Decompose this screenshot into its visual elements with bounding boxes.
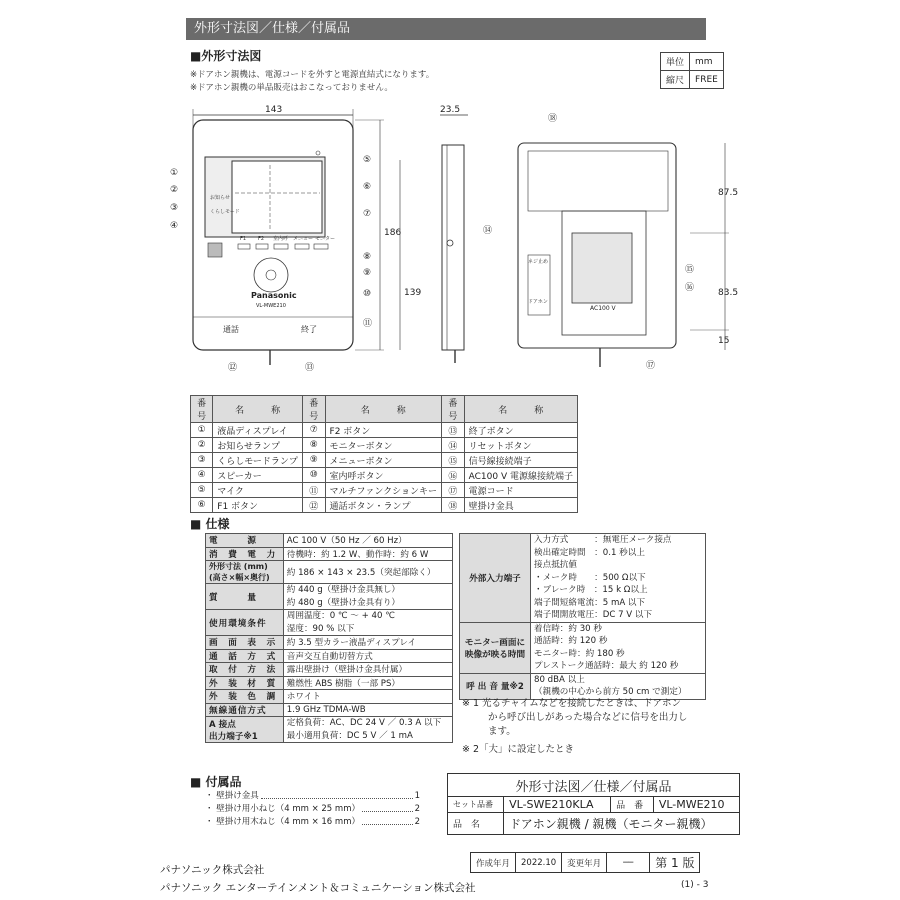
scale-label: 縮尺 [661, 71, 690, 89]
callout-9: ⑨ [363, 268, 372, 278]
table-row [206, 676, 453, 690]
spec-value: 約 480 g（壁掛け金具有り） [286, 597, 401, 608]
dims-section-title: ■外形寸法図 [190, 49, 262, 63]
part-name: 室内呼ボタン [325, 468, 441, 483]
spec-value: ホワイト [283, 690, 452, 704]
spec-table-right [459, 533, 706, 700]
spec-value: （親機の中心から前方 50 cm で測定） [534, 687, 687, 697]
page-banner: 外形寸法図／仕様／付属品 [186, 18, 706, 40]
set-label: セット品番 [448, 797, 504, 813]
part-name: マルチファンクションキー [325, 483, 441, 498]
table-row [206, 703, 453, 717]
table-row [191, 423, 578, 438]
callout-16: ⑯ [685, 283, 695, 293]
spec-value: 接点抵抗値 [534, 560, 577, 570]
changed-value: ── [607, 853, 650, 873]
changed-label: 変更年月 [562, 853, 607, 873]
created-label: 作成年月 [471, 853, 516, 873]
dims-note-2: ※ドアホン親機の単品販売はおこなっておりません。 [190, 83, 393, 93]
front-brand: Panasonic [251, 291, 297, 300]
spec-value: 約 186 × 143 × 23.5（突起部除く） [283, 561, 452, 584]
part-number: ⑱ [442, 498, 465, 513]
key-label-room-call: 室内呼 [273, 236, 289, 242]
part-name: 壁掛け金具 [464, 498, 577, 513]
screen-note-2: くらしモード [210, 209, 240, 215]
spec-value: 湿度：90 % 以下 [286, 623, 355, 634]
part-name: AC100 V 電源線接続端子 [464, 468, 577, 483]
spec-value: プレストーク通話時：最大 約 120 秒 [534, 661, 679, 671]
part-name: メニューボタン [325, 453, 441, 468]
spec-value: 約 440 g（壁掛け金具無し） [286, 585, 401, 595]
table-row [206, 610, 453, 636]
footnote-1-line-2: から呼び出しがあった場合などに信号を出力し [488, 712, 688, 723]
callout-17: ⑰ [646, 361, 656, 371]
part-name: お知らせランプ [213, 438, 303, 453]
dims-note-1: ※ドアホン親機は、電源コードを外すと電源直結式になります。 [190, 70, 435, 80]
callout-13: ⑬ [305, 363, 315, 373]
company-name-2: パナソニック エンターテインメント＆コミュニケーション株式会社 [160, 882, 476, 894]
spec-value: 周囲温度：0 ℃ ～ + 40 ℃ [286, 611, 395, 621]
call-button-label: 通話 [223, 325, 239, 334]
table-row [191, 468, 578, 483]
end-button-label: 終了 [301, 325, 317, 334]
name-value: ドアホン親機 / 親機（モニター親機） [504, 813, 740, 835]
footnote-1-line-3: ます。 [488, 726, 516, 737]
created-value: 2022.10 [516, 853, 562, 873]
spec-section-title: ■ 仕様 [190, 517, 230, 531]
spec-label: 使用環境条件 [206, 610, 284, 636]
spec-value: AC 100 V（50 Hz ／ 60 Hz） [283, 534, 452, 548]
part-name: 通話ボタン・ランプ [325, 498, 441, 513]
part-name: リセットボタン [464, 438, 577, 453]
spec-value: 約 3.5 型カラー液晶ディスプレイ [283, 636, 452, 650]
table-row [191, 438, 578, 453]
spec-label: 取 付 方 法 [206, 663, 284, 677]
part-label: 品 番 [611, 797, 654, 813]
edition: 第 1 版 [650, 853, 700, 873]
spec-value: 音声交互自動切替方式 [283, 649, 452, 663]
spec-value: 入力方式 ：無電圧メーク接点 [534, 535, 672, 545]
table-row [206, 649, 453, 663]
part-name: 終了ボタン [464, 423, 577, 438]
part-name: F2 ボタン [325, 423, 441, 438]
callout-2: ② [170, 185, 179, 195]
spec-value: 端子間開放電圧：DC 7 V 以下 [534, 610, 653, 620]
spec-label: 通 話 方 式 [206, 649, 284, 663]
callout-8: ⑧ [363, 252, 372, 262]
spec-value: 80 dBA 以上 [534, 674, 585, 685]
spec-table-left [205, 533, 453, 743]
revision-block [470, 852, 700, 873]
part-number: ⑮ [442, 453, 465, 468]
depth-dimension: 23.5 [440, 105, 461, 115]
spec-value: 最小適用負荷：DC 5 V ／ 1 mA [286, 730, 413, 741]
part-number: ⑨ [302, 453, 325, 468]
callout-6: ⑥ [363, 182, 372, 192]
parts-table [190, 395, 578, 513]
part-value: VL-MWE210 [653, 797, 739, 813]
part-number: ⑭ [442, 438, 465, 453]
accessory-name: ・ 壁掛け用木ねじ（4 mm × 16 mm） [205, 817, 360, 827]
spec-value: ・ブレーク時 ：15 k Ω以上 [534, 585, 648, 595]
list-item [205, 790, 420, 803]
spec-value: 端子間短絡電流：5 mA 以下 [534, 597, 646, 608]
callout-18: ⑱ [548, 114, 558, 124]
spec-label: モニター画面に 映像が映る時間 [460, 622, 531, 673]
inner-height-dimension: 139 [404, 288, 422, 298]
table-row [206, 534, 453, 548]
width-dimension: 143 [265, 105, 283, 115]
callout-10: ⑩ [363, 289, 372, 299]
spec-value: モニター時：約 180 秒 [534, 648, 625, 659]
part-name: スピーカー [213, 468, 303, 483]
list-item [205, 803, 420, 816]
part-number: ⑧ [302, 438, 325, 453]
accessories-title: ■ 付属品 [190, 775, 242, 789]
back-dim-mid: 83.5 [718, 288, 739, 298]
table-row [206, 561, 453, 584]
spec-value: 難燃性 ABS 樹脂（一部 PS） [283, 676, 452, 690]
table-row [206, 690, 453, 704]
back-text-screw: ネジ止め [528, 259, 549, 265]
company-name-1: パナソニック株式会社 [160, 864, 265, 876]
part-name: マイク [213, 483, 303, 498]
part-name: F1 ボタン [213, 498, 303, 513]
table-row [206, 717, 453, 743]
footnote-1-line-1: ※ 1 光るチャイムなどを接続したときは、ドアホン [462, 698, 681, 709]
callout-5: ⑤ [363, 155, 372, 165]
callout-14: ⑭ [483, 226, 493, 236]
spec-value: 露出壁掛け（壁掛け金具付属） [283, 663, 452, 677]
part-number: ③ [191, 453, 213, 468]
table-row [206, 663, 453, 677]
callout-15: ⑮ [685, 265, 695, 275]
part-number: ⑤ [191, 483, 213, 498]
unit-value: mm [690, 53, 724, 71]
parts-header-name: 名 称 [213, 396, 303, 423]
accessory-name: ・ 壁掛け金具 [205, 791, 259, 801]
table-row [206, 547, 453, 561]
table-row [191, 483, 578, 498]
title-block-heading: 外形寸法図／仕様／付属品 [448, 774, 740, 797]
key-label-f2: F2 [258, 236, 265, 242]
accessory-name: ・ 壁掛け用小ねじ（4 mm × 25 mm） [205, 804, 360, 814]
spec-label: 外 装 色 調 [206, 690, 284, 704]
spec-label: 外 装 材 質 [206, 676, 284, 690]
callout-7: ⑦ [363, 209, 372, 219]
set-value: VL-SWE210KLA [504, 797, 611, 813]
spec-label: 外部入力端子 [460, 534, 531, 623]
scale-value: FREE [690, 71, 724, 89]
table-row [460, 673, 706, 699]
spec-label: 電 源 [206, 534, 284, 548]
list-item [205, 816, 420, 829]
unit-scale-box [660, 52, 724, 89]
spec-label: 呼 出 音 量※2 [460, 673, 531, 699]
spec-value: 検出確定時間 ：0.1 秒以上 [534, 547, 645, 558]
callout-11: ⑪ [363, 319, 373, 329]
part-number: ① [191, 423, 213, 438]
part-number: ⑬ [442, 423, 465, 438]
title-block [447, 773, 740, 835]
part-number: ⑰ [442, 483, 465, 498]
part-name: 信号線接続端子 [464, 453, 577, 468]
spec-label: 質 量 [206, 584, 284, 610]
table-row [191, 498, 578, 513]
key-label-f1: F1 [240, 236, 247, 242]
callout-1: ① [170, 168, 179, 178]
spec-value: 待機時：約 1.2 W、動作時：約 6 W [283, 547, 452, 561]
front-model: VL-MWE210 [256, 303, 286, 309]
accessories-list [205, 790, 420, 829]
table-row [460, 534, 706, 623]
part-number: ⑪ [302, 483, 325, 498]
table-row [206, 584, 453, 610]
key-label-monitor: モニター [315, 236, 336, 242]
spec-footnotes [462, 697, 687, 757]
part-name: 液晶ディスプレイ [213, 423, 303, 438]
screen-note-1: お知らせ [210, 195, 230, 201]
parts-header-name: 名 称 [325, 396, 441, 423]
parts-header-name: 名 称 [464, 396, 577, 423]
part-name: くらしモードランプ [213, 453, 303, 468]
spec-label: 無線通信方式 [206, 703, 284, 717]
accessory-qty: 1 [414, 791, 420, 801]
spec-label: 外形寸法 (mm) (高さ×幅×奥行) [206, 561, 284, 584]
callout-12: ⑫ [228, 363, 238, 373]
side-view-body [442, 145, 464, 350]
spec-value: 着信時：約 30 秒 [534, 623, 602, 634]
unit-label: 単位 [661, 53, 690, 71]
parts-header-no: 番号 [191, 396, 213, 423]
part-number: ⑫ [302, 498, 325, 513]
part-name: 電源コード [464, 483, 577, 498]
page-number: (1) - 3 [681, 880, 709, 890]
parts-header-no: 番号 [442, 396, 465, 423]
part-name: モニターボタン [325, 438, 441, 453]
part-number: ⑩ [302, 468, 325, 483]
part-number: ⑥ [191, 498, 213, 513]
height-dimension: 186 [384, 228, 402, 238]
dimension-drawing [150, 95, 750, 385]
spec-label: 画 面 表 示 [206, 636, 284, 650]
spec-value: 通話時：約 120 秒 [534, 636, 608, 646]
parts-header-no: 番号 [302, 396, 325, 423]
table-row [206, 636, 453, 650]
back-terminal-block [572, 233, 632, 303]
part-number: ⑯ [442, 468, 465, 483]
back-dim-bottom: 15 [718, 336, 730, 346]
spec-value: 1.9 GHz TDMA-WB [283, 703, 452, 717]
callout-3: ③ [170, 203, 179, 213]
spec-value: 定格負荷：AC、DC 24 V ／ 0.3 A 以下 [286, 718, 442, 728]
back-dim-top: 87.5 [718, 188, 739, 198]
part-number: ⑦ [302, 423, 325, 438]
part-number: ② [191, 438, 213, 453]
table-row [460, 622, 706, 673]
callout-4: ④ [170, 221, 179, 231]
back-text-ac: AC100 V [590, 305, 616, 312]
spec-label: A 接点 出力端子※1 [206, 717, 284, 743]
name-label: 品 名 [448, 813, 504, 835]
key-label-menu: メニュー [293, 236, 314, 242]
table-row [191, 453, 578, 468]
spec-label: 消 費 電 力 [206, 547, 284, 561]
footnote-2: ※ 2「大」に設定したとき [462, 744, 575, 755]
part-number: ④ [191, 468, 213, 483]
spec-value: ・メーク時 ：500 Ω以下 [534, 572, 646, 583]
back-text-doorphone: ドアホン [528, 299, 548, 305]
accessory-qty: 2 [414, 804, 420, 814]
accessory-qty: 2 [414, 817, 420, 827]
